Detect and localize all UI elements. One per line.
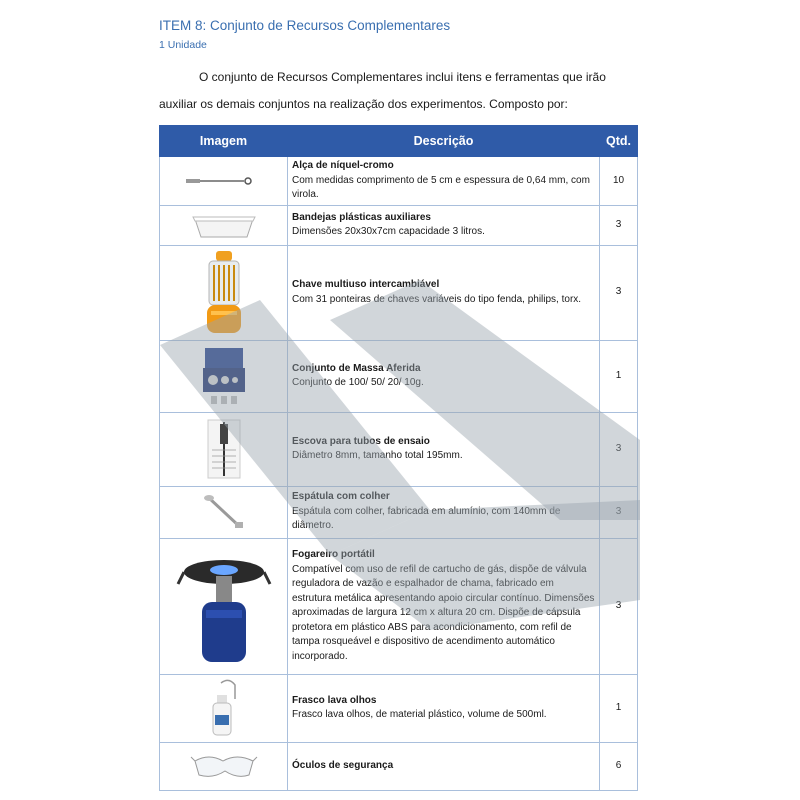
item-name: Óculos de segurança [292, 759, 394, 771]
header-image: Imagem [160, 126, 288, 157]
row-image-cell [160, 205, 288, 245]
item-name: Conjunto de Massa Aferida [292, 362, 421, 374]
row-image-cell [160, 742, 288, 790]
item-description: Dimensões 20x30x7cm capacidade 3 litros. [292, 226, 485, 237]
table-row [160, 412, 638, 486]
table-row [160, 157, 638, 206]
row-image-cell [160, 340, 288, 412]
table-row [160, 486, 638, 538]
item-qty: 3 [600, 245, 638, 340]
tray-icon [189, 209, 259, 241]
intro-paragraph [159, 64, 639, 118]
item-name: Frasco lava olhos [292, 694, 377, 706]
row-image-cell [160, 486, 288, 538]
row-description-cell [288, 538, 600, 674]
item-name: Escova para tubos de ensaio [292, 435, 430, 447]
row-description-cell [288, 742, 600, 790]
row-description-cell [288, 157, 600, 206]
intro-line-1: O conjunto de Recursos Complementares inclui itens e ferramentas que irão [199, 70, 606, 84]
table-row [160, 205, 638, 245]
item-qty: 1 [600, 674, 638, 742]
item-qty: 6 [600, 742, 638, 790]
spatula-icon [199, 492, 249, 532]
row-description-cell [288, 486, 600, 538]
row-image-cell [160, 674, 288, 742]
item-description: Frasco lava olhos, de material plástico, volume de 500ml. [292, 709, 547, 720]
table-row [160, 538, 638, 674]
row-image-cell [160, 245, 288, 340]
header-qty: Qtd. [600, 126, 638, 157]
item-name: Bandejas plásticas auxiliares [292, 211, 431, 223]
table-row [160, 340, 638, 412]
tube-brush-icon [204, 416, 244, 482]
item-name: Fogareiro portátil [292, 549, 375, 560]
item-qty: 3 [600, 538, 638, 674]
row-image-cell [160, 538, 288, 674]
item-description: Espátula com colher, fabricada em alumínio, com 140mm de diâmetro. [292, 505, 561, 532]
table-header-row [160, 126, 638, 157]
item-qty: 3 [600, 205, 638, 245]
item-name: Espátula com colher [292, 491, 390, 503]
table-row [160, 674, 638, 742]
loop-handle-icon [184, 171, 264, 191]
weights-box-icon [199, 346, 249, 406]
table-row [160, 245, 638, 340]
item-qty: 3 [600, 412, 638, 486]
item-description: Com 31 ponteiras de chaves variáveis do tipo fenda, philips, torx. [292, 293, 582, 305]
item-name: Alça de níquel-cromo [292, 160, 394, 171]
eyewash-bottle-icon [199, 677, 249, 739]
item-qty: 1 [600, 340, 638, 412]
screwdriver-set-icon [199, 249, 249, 337]
header-description: Descrição [288, 126, 600, 157]
page-title: ITEM 8: Conjunto de Recursos Complementares [159, 18, 451, 33]
row-description-cell [288, 245, 600, 340]
intro-line-2: auxiliar os demais conjuntos na realização dos experimentos. Composto por: [159, 97, 568, 111]
item-description: Compatível com uso de refil de cartucho de gás, dispõe de válvula reguladora de vazão e espalhador de chama, fabricado em estrutura metálica apresentando apoio circular contínuo. Dimensões aproximadas de largura 12 cm x altura 20 cm. Dispõe de cápsula protetora em plástico ABS para acondicionamento, com refil de tampa rosqueável e dispositivo de acendimento automático incorporado. [292, 563, 595, 662]
row-description-cell [288, 340, 600, 412]
item-description: Diâmetro 8mm, tamanho total 195mm. [292, 450, 463, 461]
item-qty: 10 [600, 157, 638, 206]
table-row [160, 742, 638, 790]
row-description-cell [288, 674, 600, 742]
page-subtitle: 1 Unidade [159, 39, 207, 51]
row-image-cell [160, 157, 288, 206]
gas-stove-icon [176, 546, 272, 666]
item-description: Conjunto de 100/ 50/ 20/ 10g. [292, 377, 424, 388]
row-description-cell [288, 205, 600, 245]
safety-glasses-icon [189, 749, 259, 783]
row-description-cell [288, 412, 600, 486]
item-qty: 3 [600, 486, 638, 538]
item-description: Com medidas comprimento de 5 cm e espessura de 0,64 mm, com virola. [292, 174, 590, 200]
row-image-cell [160, 412, 288, 486]
item-name: Chave multiuso intercambiável [292, 279, 440, 290]
items-table [159, 125, 638, 791]
